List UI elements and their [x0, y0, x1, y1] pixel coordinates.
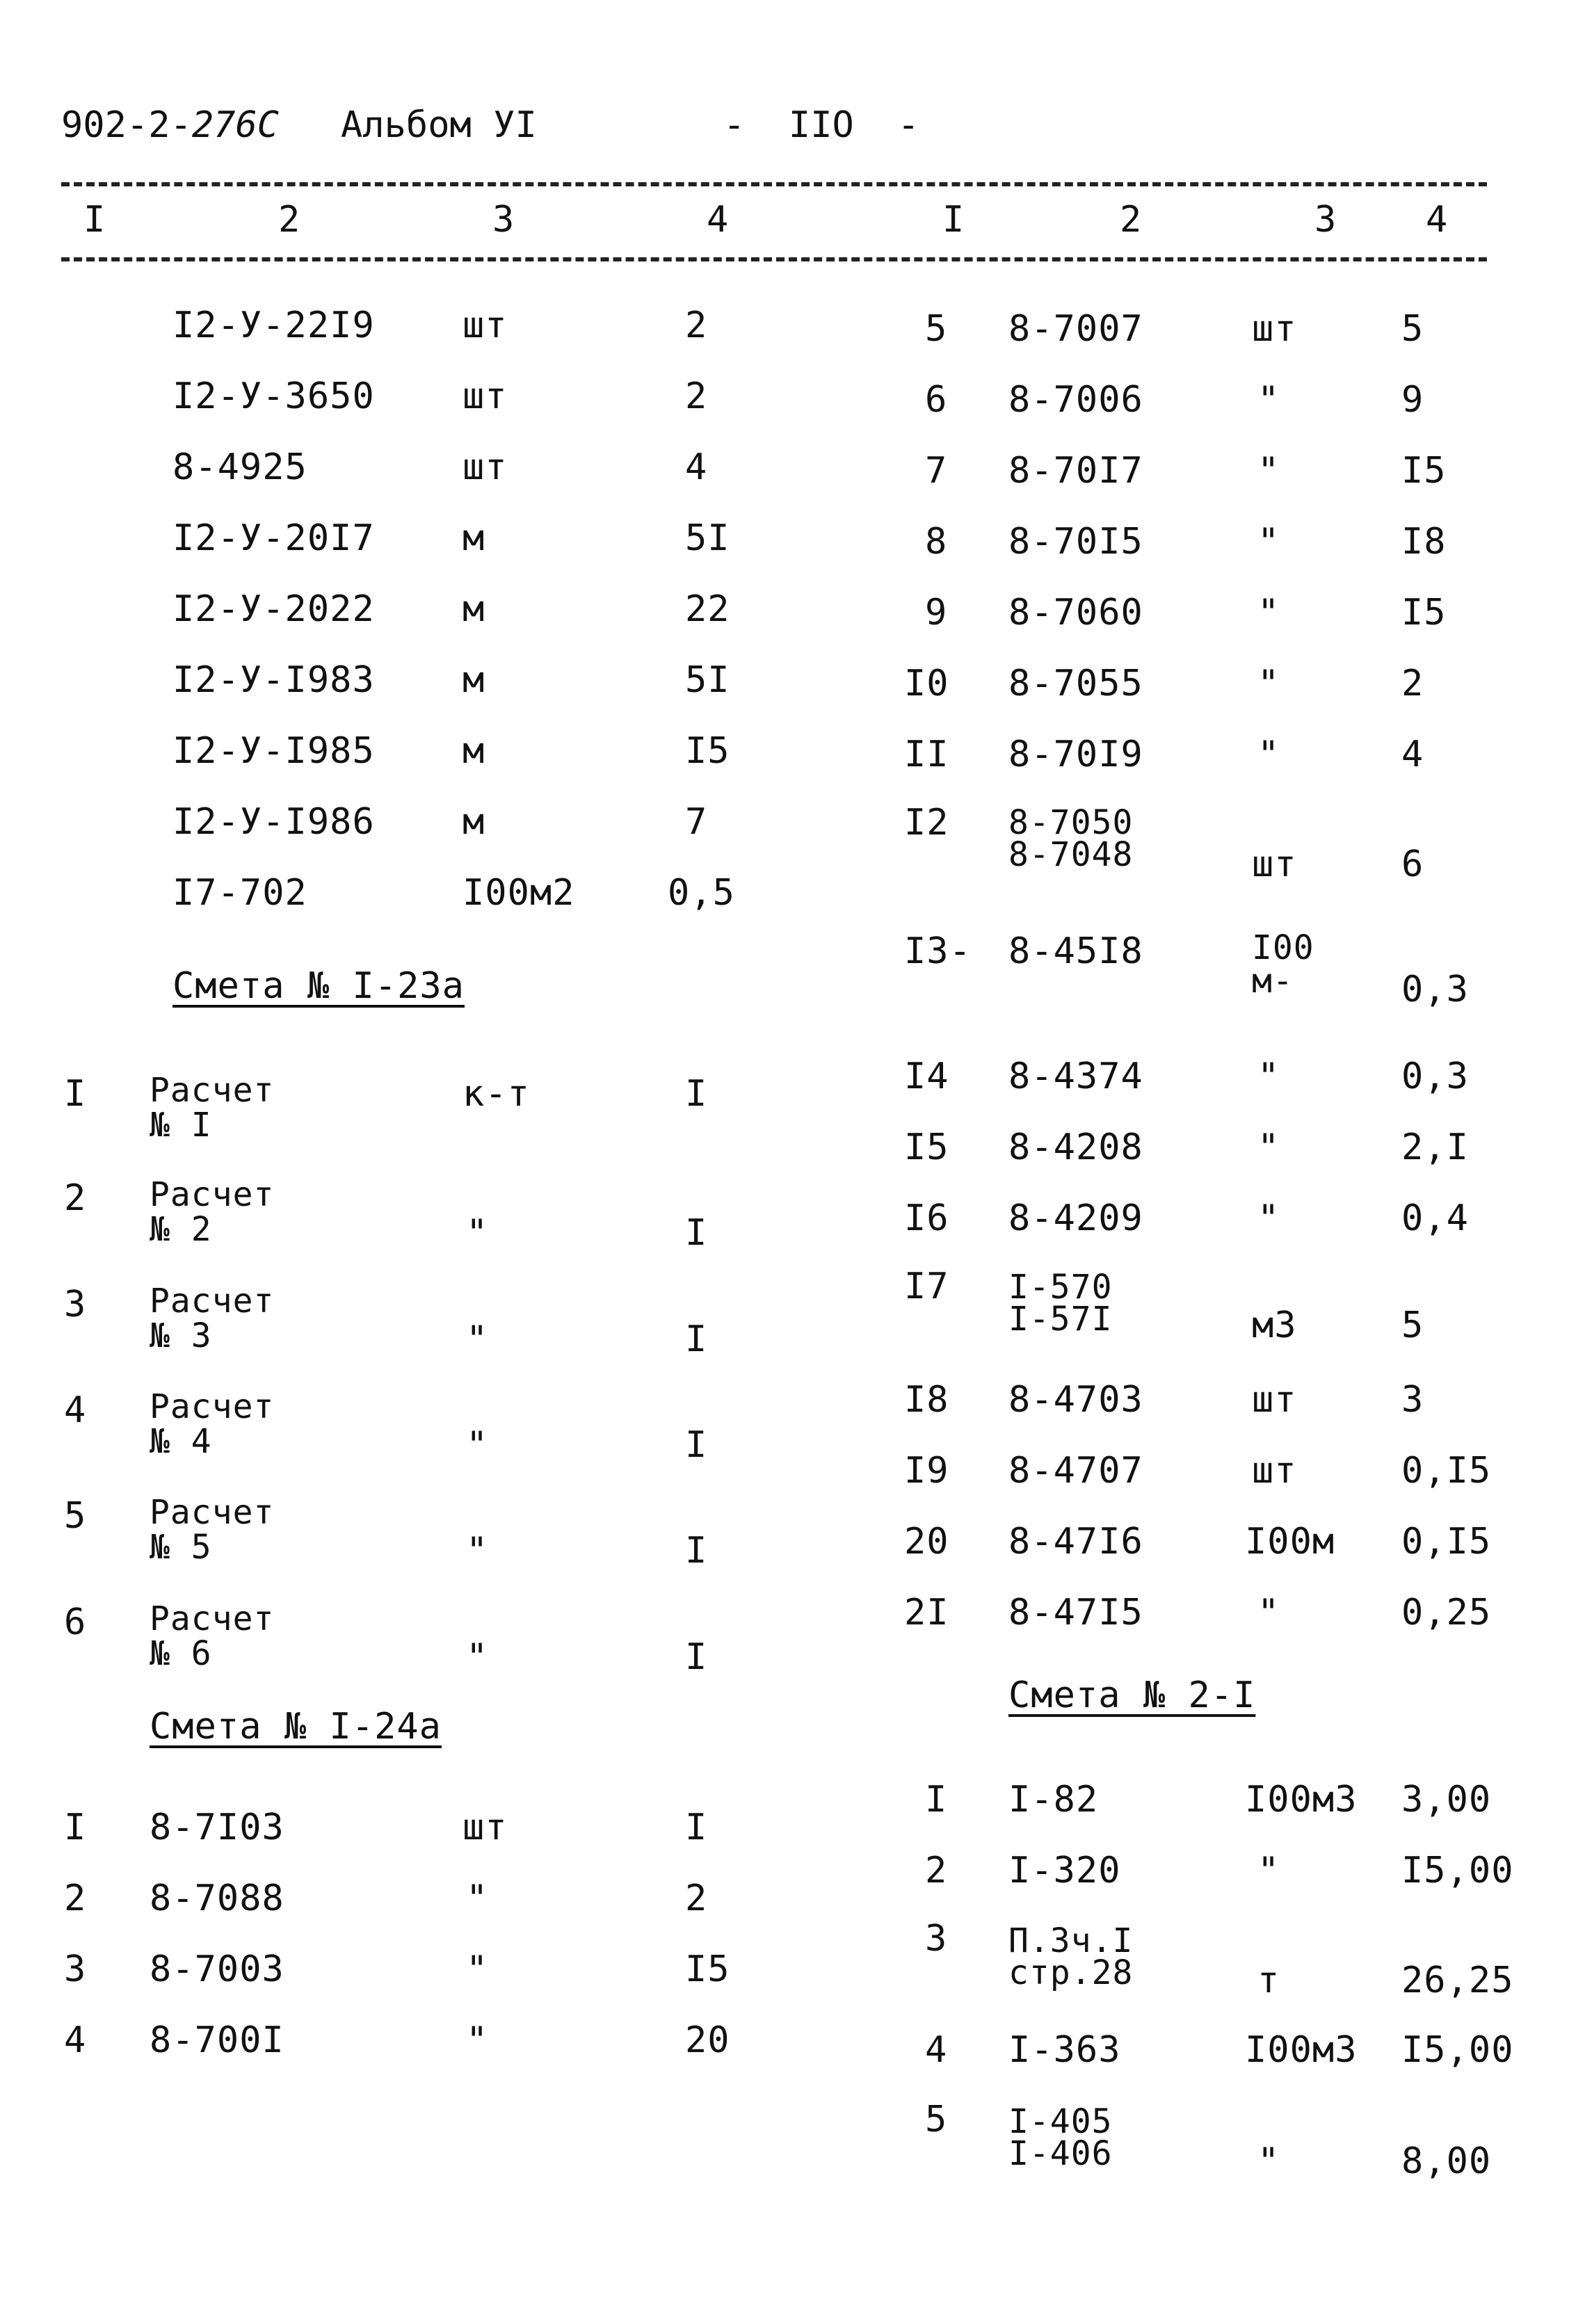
- header-rule-bottom: [61, 257, 1487, 261]
- col-header-3: 3: [492, 199, 515, 241]
- col-header-6: 2: [1120, 199, 1143, 241]
- col-header-8: 4: [1426, 199, 1449, 241]
- section-heading-smeta-1-23a: Смета № I-23а: [172, 965, 465, 1007]
- document-page: 902-2-276С Альбом УI - IIO - I 2 3 4 I 2 3 4 I2-У-22I9 шт 2 I2-У-3650 шт 2 8-4925 шт 4 I2-У-20I7 м 5I I2-У-2022 м 22 I2-У-I983 м 5I I2-У-I985 м I5 I2-У-I986 м 7 I7-702 I00м2 0,5 Смета № I-23а I Расчет № I к-т I 2 Расчет № 2 " I 3 Расчет № 3 " I 4 Расчет № 4 " I 5 Расчет № 5 " I 6 Расчет № 6 " I Смета № I-24а I 8-7I03 шт I 2 8-7088 " 2 3 8-7003 " I5 4 8-700I " 20 5 8-7007 шт 5 6 8-7006 " 9 7 8-70I7 " I5 8 8-70I5 " I8 9 8-7060 " I5 I0 8-7055 " 2 II 8-70I9 " 4 I2 8-7050 8-7048 шт 6 I3- 8-45I8 I00 м- 0,3 I4 8-4374 " 0,3 I5 8-4208 " 2,I I6 8-4209 " 0,4 I7 I-570 I-57I м3 5 I8 8-4703 шт 3 I9 8-4707 шт 0,I5 20 8-47I6 I00м 0,I5 2I 8-47I5 " 0,25 Смета № 2-I I I-82 I00м3 3,00 2 I-320 " I5,00 3 П.3ч.I стр.28 т 26,25 4 I-363 I00м3 I5,00 5 I-405 I-406 " 8,00: [61, 104, 1514, 2182]
- col-header-5: I: [942, 199, 965, 241]
- page-number: - IIO -: [723, 104, 919, 146]
- col-header-1: I: [83, 199, 106, 241]
- col-header-7: 3: [1314, 199, 1337, 241]
- doc-number: 902-2-276С: [61, 104, 280, 146]
- col-header-2: 2: [278, 199, 301, 241]
- section-heading-smeta-2-1: Смета № 2-I: [1008, 1675, 1256, 1716]
- header-rule-top: [61, 182, 1487, 186]
- section-heading-smeta-1-24a: Смета № I-24а: [150, 1706, 442, 1748]
- album-label: Альбом УI: [341, 104, 537, 146]
- col-header-4: 4: [707, 199, 730, 241]
